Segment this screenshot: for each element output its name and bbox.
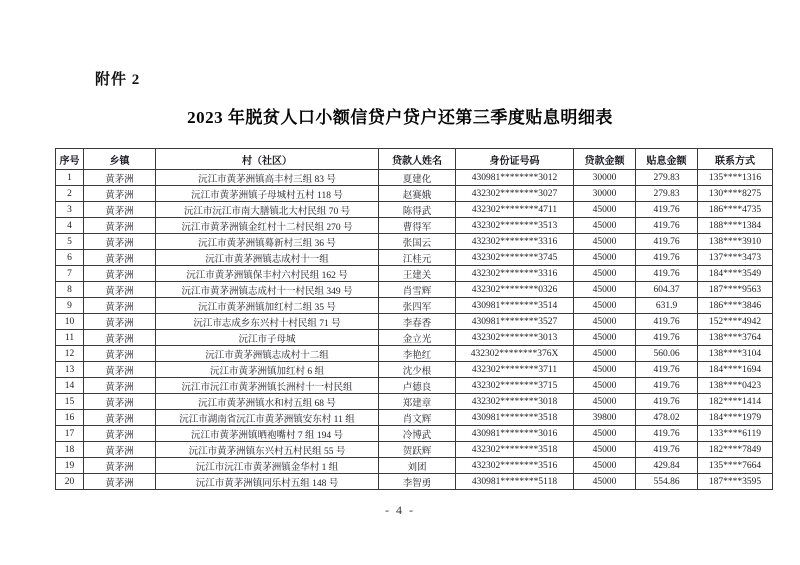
table-cell: 黄茅洲 xyxy=(84,426,156,442)
table-cell: 45000 xyxy=(574,314,636,330)
column-header: 联系方式 xyxy=(698,149,773,170)
table-cell: 432302********3745 xyxy=(456,250,574,266)
table-cell: 430981********3016 xyxy=(456,426,574,442)
table-cell: 沅江市子母城 xyxy=(156,330,379,346)
table-row xyxy=(56,218,773,234)
table-cell: 11 xyxy=(56,330,84,346)
table-cell: 黄茅洲 xyxy=(84,202,156,218)
table-cell: 45000 xyxy=(574,250,636,266)
table-cell: 45000 xyxy=(574,234,636,250)
table-cell: 45000 xyxy=(574,458,636,474)
table-cell: 沅江市沅江市黄茅洲镇金华村 1 组 xyxy=(156,458,379,474)
table-cell: 江桂元 xyxy=(379,250,456,266)
table-cell: 419.76 xyxy=(636,330,698,346)
table-cell: 沅江市黄茅洲镇志成村十一村民组 349 号 xyxy=(156,282,379,298)
table-cell: 478.02 xyxy=(636,410,698,426)
table-cell: 赵赛娥 xyxy=(379,186,456,202)
table-cell: 李艳红 xyxy=(379,346,456,362)
column-header: 贴息金额 xyxy=(636,149,698,170)
table-cell: 135****7664 xyxy=(698,458,773,474)
table-cell: 沅江市黄茅洲镇晒袍嘴村 7 组 194 号 xyxy=(156,426,379,442)
subsidy-detail-table xyxy=(55,148,773,490)
table-cell: 黄茅洲 xyxy=(84,442,156,458)
table-cell: 黄茅洲 xyxy=(84,266,156,282)
table-cell: 182****1414 xyxy=(698,394,773,410)
table-cell: 黄茅洲 xyxy=(84,410,156,426)
column-header: 序号 xyxy=(56,149,84,170)
table-cell: 李春香 xyxy=(379,314,456,330)
table-row xyxy=(56,410,773,426)
table-cell: 16 xyxy=(56,410,84,426)
table-cell: 45000 xyxy=(574,362,636,378)
table-cell: 黄茅洲 xyxy=(84,330,156,346)
table-cell: 黄茅洲 xyxy=(84,362,156,378)
table-body xyxy=(56,170,773,490)
table-row xyxy=(56,202,773,218)
table-cell: 133****6119 xyxy=(698,426,773,442)
table-cell: 3 xyxy=(56,202,84,218)
table-cell: 黄茅洲 xyxy=(84,378,156,394)
table-cell: 45000 xyxy=(574,378,636,394)
table-cell: 陈得武 xyxy=(379,202,456,218)
table-row xyxy=(56,250,773,266)
table-cell: 黄茅洲 xyxy=(84,170,156,186)
table-row xyxy=(56,362,773,378)
table-cell: 张四军 xyxy=(379,298,456,314)
table-cell: 138****3104 xyxy=(698,346,773,362)
table-cell: 沅江市沅江市黄茅洲镇长洲村十一村民组 xyxy=(156,378,379,394)
table-cell: 7 xyxy=(56,266,84,282)
table-cell: 夏建化 xyxy=(379,170,456,186)
table-cell: 10 xyxy=(56,314,84,330)
table-cell: 184****3549 xyxy=(698,266,773,282)
table-cell: 黄茅洲 xyxy=(84,346,156,362)
table-cell: 肖文辉 xyxy=(379,410,456,426)
table-row xyxy=(56,170,773,186)
table-row xyxy=(56,298,773,314)
table-cell: 14 xyxy=(56,378,84,394)
table-cell: 432302********0326 xyxy=(456,282,574,298)
table-cell: 419.76 xyxy=(636,234,698,250)
table-row xyxy=(56,282,773,298)
table-row xyxy=(56,426,773,442)
table-cell: 554.86 xyxy=(636,474,698,490)
attachment-label: 附件 2 xyxy=(95,72,141,88)
table-cell: 188****1384 xyxy=(698,218,773,234)
table-cell: 20 xyxy=(56,474,84,490)
table-cell: 432302********3711 xyxy=(456,362,574,378)
table-header-row xyxy=(56,149,773,170)
table-cell: 279.83 xyxy=(636,170,698,186)
table-cell: 138****3764 xyxy=(698,330,773,346)
table-cell: 沅江市黄茅洲镇水和村五组 68 号 xyxy=(156,394,379,410)
table-cell: 430981********3518 xyxy=(456,410,574,426)
table-cell: 130****8275 xyxy=(698,186,773,202)
table-cell: 184****1979 xyxy=(698,410,773,426)
table-cell: 17 xyxy=(56,426,84,442)
table-cell: 郑建章 xyxy=(379,394,456,410)
table-cell: 432302********376X xyxy=(456,346,574,362)
table-cell: 187****9563 xyxy=(698,282,773,298)
column-header: 贷款人姓名 xyxy=(379,149,456,170)
table-cell: 419.76 xyxy=(636,266,698,282)
table-cell: 432302********3027 xyxy=(456,186,574,202)
table-cell: 黄茅洲 xyxy=(84,458,156,474)
table-cell: 6 xyxy=(56,250,84,266)
table-cell: 631.9 xyxy=(636,298,698,314)
table-cell: 2 xyxy=(56,186,84,202)
table-cell: 沅江市黄茅洲镇高丰村三组 83 号 xyxy=(156,170,379,186)
table-cell: 沅江市湖南省沅江市黄茅洲镇安东村 11 组 xyxy=(156,410,379,426)
table-cell: 黄茅洲 xyxy=(84,474,156,490)
table-cell: 黄茅洲 xyxy=(84,314,156,330)
table-cell: 刘团 xyxy=(379,458,456,474)
table-cell: 沅江市志成乡东兴村十村民组 71 号 xyxy=(156,314,379,330)
table-cell: 金立光 xyxy=(379,330,456,346)
table-row xyxy=(56,346,773,362)
table-cell: 张国云 xyxy=(379,234,456,250)
table-cell: 沅江市黄茅洲镇金红村十二村民组 270 号 xyxy=(156,218,379,234)
table-cell: 沅江市黄茅洲镇志成村十二组 xyxy=(156,346,379,362)
table-cell: 138****3910 xyxy=(698,234,773,250)
table-cell: 432302********3018 xyxy=(456,394,574,410)
table-row xyxy=(56,314,773,330)
table-cell: 45000 xyxy=(574,474,636,490)
table-cell: 冷博武 xyxy=(379,426,456,442)
table-cell: 279.83 xyxy=(636,186,698,202)
table-cell: 430981********5118 xyxy=(456,474,574,490)
table-cell: 19 xyxy=(56,458,84,474)
table-cell: 黄茅洲 xyxy=(84,234,156,250)
table-cell: 186****3846 xyxy=(698,298,773,314)
table-cell: 45000 xyxy=(574,442,636,458)
column-header: 村（社区） xyxy=(156,149,379,170)
table-cell: 419.76 xyxy=(636,442,698,458)
table-row xyxy=(56,442,773,458)
table-row xyxy=(56,234,773,250)
table-cell: 419.76 xyxy=(636,314,698,330)
table-cell: 430981********3514 xyxy=(456,298,574,314)
table-cell: 432302********3715 xyxy=(456,378,574,394)
table-cell: 152****4942 xyxy=(698,314,773,330)
table-row xyxy=(56,330,773,346)
table-cell: 45000 xyxy=(574,426,636,442)
table-cell: 沅江市黄茅洲镇保丰村六村民组 162 号 xyxy=(156,266,379,282)
table-cell: 沈少根 xyxy=(379,362,456,378)
table-cell: 30000 xyxy=(574,170,636,186)
table-cell: 419.76 xyxy=(636,218,698,234)
table-cell: 429.84 xyxy=(636,458,698,474)
table-cell: 沅江市黄茅洲镇志成村十一组 xyxy=(156,250,379,266)
table-cell: 560.06 xyxy=(636,346,698,362)
table-cell: 9 xyxy=(56,298,84,314)
page-title: 2023 年脱贫人口小额信贷户贷户还第三季度贴息明细表 xyxy=(187,108,613,127)
table-cell: 沅江市黄茅洲镇加红村二组 35 号 xyxy=(156,298,379,314)
table-row xyxy=(56,394,773,410)
table-cell: 沅江市黄茅洲镇同乐村五组 148 号 xyxy=(156,474,379,490)
table-cell: 604.37 xyxy=(636,282,698,298)
column-header: 身份证号码 xyxy=(456,149,574,170)
table-cell: 45000 xyxy=(574,298,636,314)
table-cell: 419.76 xyxy=(636,250,698,266)
column-header: 贷款金额 xyxy=(574,149,636,170)
table-cell: 432302********3316 xyxy=(456,266,574,282)
table-cell: 419.76 xyxy=(636,394,698,410)
table-cell: 182****7849 xyxy=(698,442,773,458)
table-cell: 430981********3012 xyxy=(456,170,574,186)
table-cell: 45000 xyxy=(574,346,636,362)
table-cell: 45000 xyxy=(574,330,636,346)
table-cell: 沅江市黄茅洲镇蓦新村三组 36 号 xyxy=(156,234,379,250)
table-cell: 45000 xyxy=(574,394,636,410)
table-cell: 45000 xyxy=(574,282,636,298)
table-cell: 15 xyxy=(56,394,84,410)
table-cell: 沅江市黄茅洲镇加红村 6 组 xyxy=(156,362,379,378)
table-cell: 曹得军 xyxy=(379,218,456,234)
table-cell: 沅江市沅江市南大膳镇北大村民组 70 号 xyxy=(156,202,379,218)
table-cell: 184****1694 xyxy=(698,362,773,378)
table-cell: 12 xyxy=(56,346,84,362)
table-cell: 187****3595 xyxy=(698,474,773,490)
table-cell: 138****0423 xyxy=(698,378,773,394)
table-cell: 黄茅洲 xyxy=(84,394,156,410)
table-cell: 432302********3316 xyxy=(456,234,574,250)
table-cell: 4 xyxy=(56,218,84,234)
table-cell: 432302********3513 xyxy=(456,218,574,234)
table-cell: 186****4735 xyxy=(698,202,773,218)
table-cell: 419.76 xyxy=(636,362,698,378)
table-cell: 黄茅洲 xyxy=(84,298,156,314)
table-cell: 419.76 xyxy=(636,202,698,218)
table-cell: 135****1316 xyxy=(698,170,773,186)
table-cell: 432302********3516 xyxy=(456,458,574,474)
page-number: - 4 - xyxy=(385,503,415,517)
table-cell: 432302********4711 xyxy=(456,202,574,218)
table-cell: 沅江市黄茅洲镇东兴村五村民组 55 号 xyxy=(156,442,379,458)
table-cell: 黄茅洲 xyxy=(84,186,156,202)
table-cell: 8 xyxy=(56,282,84,298)
column-header: 乡镇 xyxy=(84,149,156,170)
table-cell: 黄茅洲 xyxy=(84,282,156,298)
table-cell: 30000 xyxy=(574,186,636,202)
table-cell: 13 xyxy=(56,362,84,378)
table-cell: 39800 xyxy=(574,410,636,426)
table-cell: 45000 xyxy=(574,202,636,218)
table-cell: 肖雪辉 xyxy=(379,282,456,298)
table-row xyxy=(56,458,773,474)
table-row xyxy=(56,266,773,282)
table-cell: 贺跃辉 xyxy=(379,442,456,458)
table-cell: 45000 xyxy=(574,266,636,282)
table-cell: 432302********3518 xyxy=(456,442,574,458)
table-cell: 李智勇 xyxy=(379,474,456,490)
table-cell: 419.76 xyxy=(636,378,698,394)
table-row xyxy=(56,378,773,394)
table-row xyxy=(56,474,773,490)
table-cell: 137****3473 xyxy=(698,250,773,266)
table-cell: 430981********3527 xyxy=(456,314,574,330)
table-cell: 45000 xyxy=(574,218,636,234)
table-cell: 432302********3013 xyxy=(456,330,574,346)
table-cell: 卢德良 xyxy=(379,378,456,394)
table-cell: 1 xyxy=(56,170,84,186)
table-cell: 沅江市黄茅洲镇子母城村五村 118 号 xyxy=(156,186,379,202)
table-row xyxy=(56,186,773,202)
table-cell: 5 xyxy=(56,234,84,250)
table-cell: 王建关 xyxy=(379,266,456,282)
table-cell: 18 xyxy=(56,442,84,458)
table-cell: 黄茅洲 xyxy=(84,218,156,234)
table-cell: 黄茅洲 xyxy=(84,250,156,266)
table-cell: 419.76 xyxy=(636,426,698,442)
